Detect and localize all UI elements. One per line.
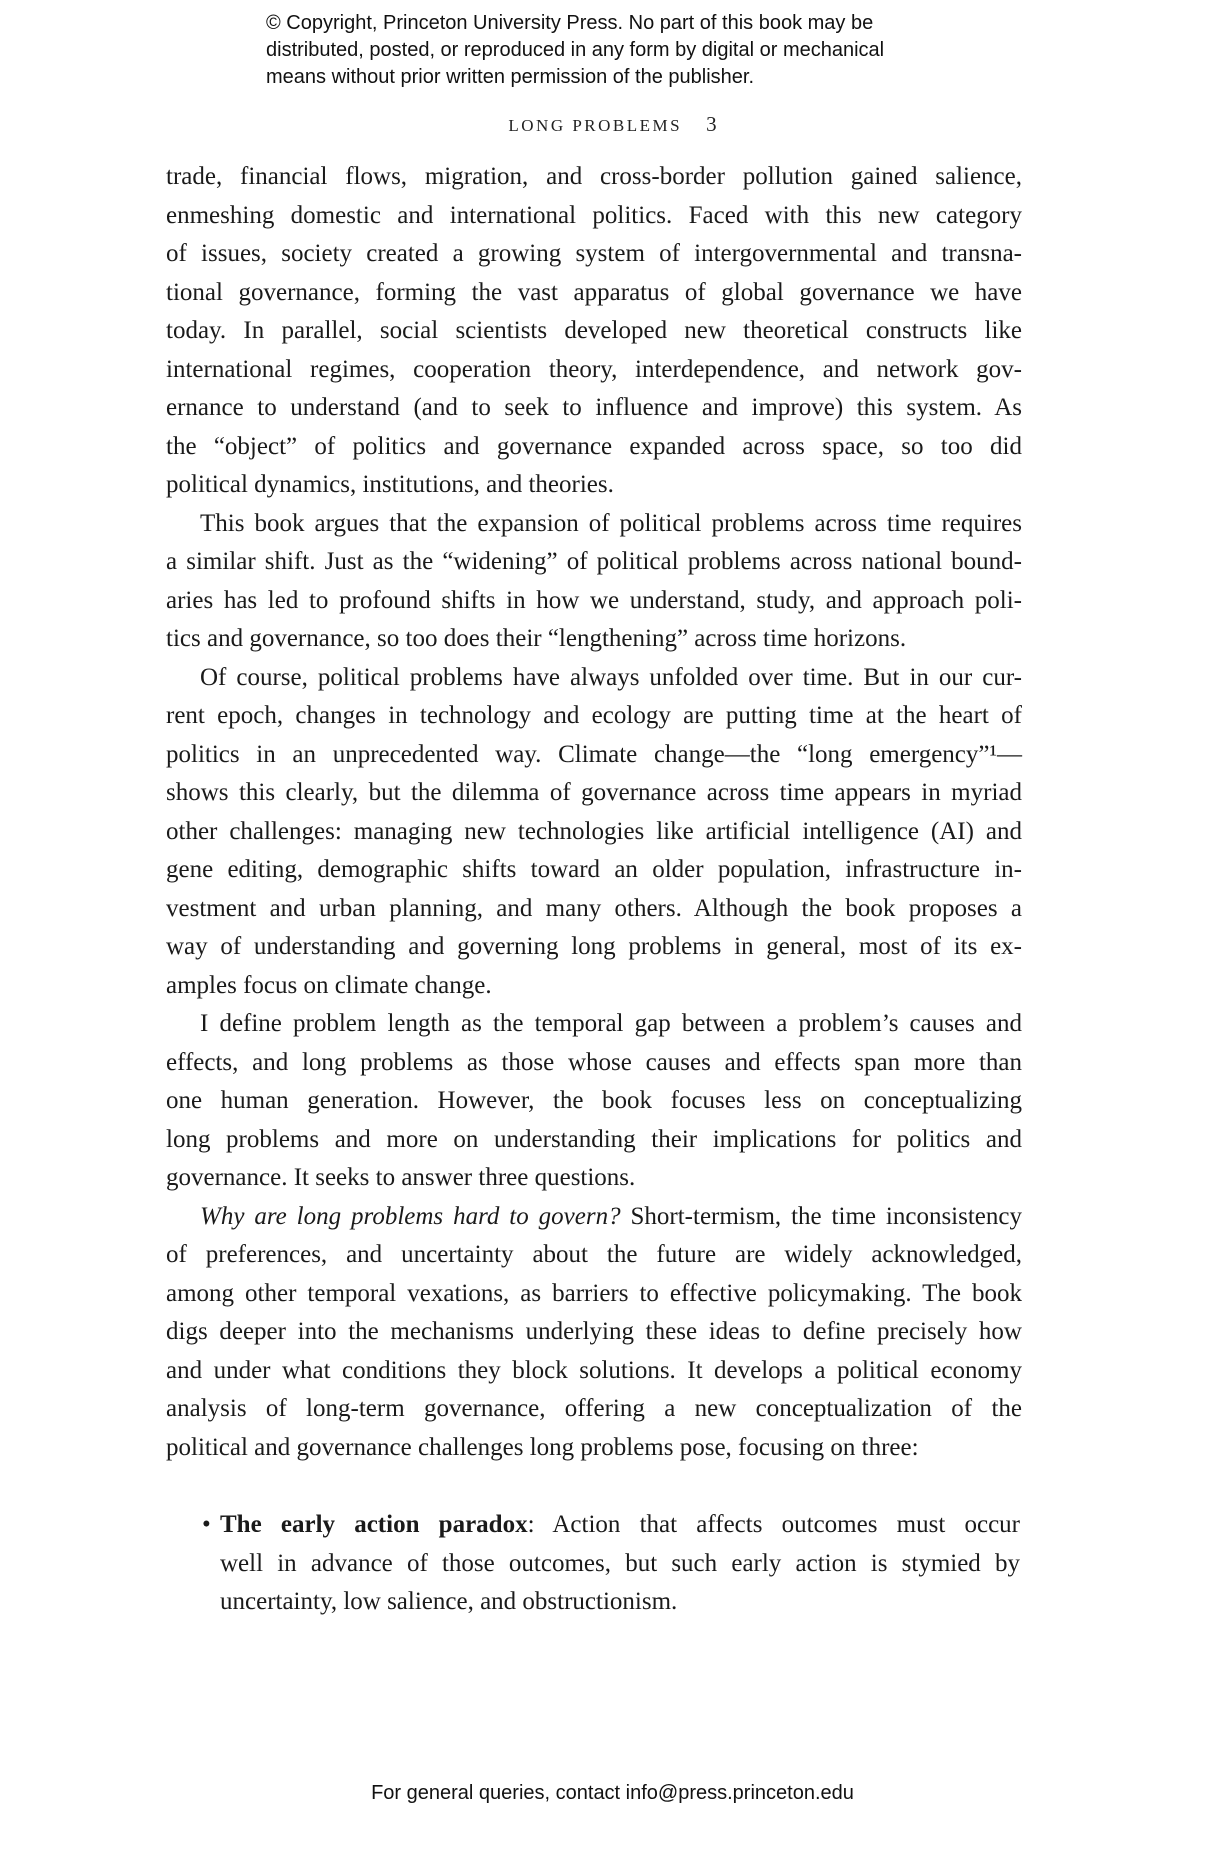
text-line <box>220 1583 1020 1622</box>
line-text: shows this clearly, but the dilemma of governance across time appears in myriad <box>166 779 1022 806</box>
line-text: aries has led to profound shifts in how we understand, study, and approach poli- <box>166 586 1022 614</box>
line-text: long problems and more on understanding their implications for politics and <box>166 1125 1022 1153</box>
line-text: Short-termism, the time inconsistency <box>620 1202 1022 1230</box>
text-line <box>166 235 1022 274</box>
line-text: well in advance of those outcomes, but such early action is stymied by <box>220 1549 1020 1577</box>
text-line <box>166 1121 1022 1160</box>
line-text: among other temporal vexations, as barriers to effective policymaking. The book <box>166 1279 1022 1307</box>
line-text: vestment and urban planning, and many others. Although the book proposes a <box>166 894 1022 922</box>
text-line <box>166 967 1022 1006</box>
text-line <box>166 697 1022 736</box>
copyright-line: means without prior written permission of the publisher. <box>266 66 755 88</box>
line-text: This book argues that the expansion of political problems across time requires <box>200 509 1022 537</box>
bullet-item <box>202 1506 1020 1622</box>
text-line <box>166 1275 1022 1314</box>
body-text <box>166 158 1022 1467</box>
line-text: gene editing, demographic shifts toward an older population, infrastructure in- <box>166 856 1022 883</box>
text-line <box>166 1082 1022 1121</box>
text-line <box>166 1159 1022 1198</box>
text-line <box>166 1352 1022 1391</box>
line-text: politics in an unprecedented way. Climate change—the “long emergency”¹— <box>166 740 1022 768</box>
paragraph <box>166 505 1022 659</box>
line-text: trade, financial flows, migration, and cross-border pollution gained salience, <box>166 163 1022 190</box>
line-text: : Action that affects outcomes must occur <box>527 1511 1020 1538</box>
text-line <box>166 466 1022 505</box>
text-line <box>166 1005 1022 1044</box>
text-line <box>166 351 1022 390</box>
text-line <box>166 813 1022 852</box>
line-text: governance. It seeks to answer three questions. <box>166 1164 636 1191</box>
line-text: today. In parallel, social scientists developed new theoretical constructs like <box>166 317 1022 344</box>
line-text: other challenges: managing new technologies like artificial intelligence (AI) and <box>166 817 1022 845</box>
line-text: a similar shift. Just as the “widening” of political problems across national bound- <box>166 548 1022 575</box>
text-line <box>166 1198 1022 1237</box>
line-text: tional governance, forming the vast apparatus of global governance we have <box>166 278 1022 306</box>
text-line <box>220 1506 1020 1545</box>
paragraph <box>166 1005 1022 1198</box>
line-text: ernance to understand (and to seek to influence and improve) this system. As <box>166 394 1022 421</box>
text-line <box>166 197 1022 236</box>
text-line <box>166 389 1022 428</box>
text-line <box>166 659 1022 698</box>
line-text: the “object” of politics and governance expanded across space, so too did <box>166 432 1022 460</box>
line-text: political dynamics, institutions, and theories. <box>166 471 614 498</box>
copyright-line: distributed, posted, or reproduced in any form by digital or mechanical <box>266 39 885 61</box>
text-line <box>166 158 1022 197</box>
bullet-marker: • <box>202 1511 211 1538</box>
text-line <box>166 428 1022 467</box>
text-line <box>166 736 1022 775</box>
copyright-line: © Copyright, Princeton University Press. No part of this book may be <box>266 12 874 34</box>
line-text: amples focus on climate change. <box>166 971 492 999</box>
text-line <box>166 1390 1022 1429</box>
text-line <box>166 1236 1022 1275</box>
text-line <box>166 1044 1022 1083</box>
line-text: Of course, political problems have always unfolded over time. But in our cur- <box>200 663 1022 691</box>
text-line <box>166 851 1022 890</box>
text-line <box>166 543 1022 582</box>
footer-contact: For general queries, contact info@press.princeton.edu <box>371 1782 854 1804</box>
line-text: effects, and long problems as those whose causes and effects span more than <box>166 1048 1022 1076</box>
line-text: and under what conditions they block solutions. It develops a political economy <box>166 1356 1022 1384</box>
line-text: political and governance challenges long problems pose, focusing on three: <box>166 1433 919 1461</box>
text-line <box>166 1429 1022 1468</box>
text-line <box>166 1313 1022 1352</box>
line-text: enmeshing domestic and international politics. Faced with this new category <box>166 201 1022 229</box>
line-text: uncertainty, low salience, and obstructionism. <box>220 1588 678 1615</box>
copyright-notice <box>266 10 1066 91</box>
page-number: 3 <box>706 112 717 136</box>
question-italic: Why are long problems hard to govern? <box>200 1202 621 1230</box>
paragraph <box>166 659 1022 1006</box>
text-line <box>166 928 1022 967</box>
text-line <box>166 774 1022 813</box>
line-text: one human generation. However, the book focuses less on conceptualizing <box>166 1087 1022 1114</box>
paragraph <box>166 1198 1022 1468</box>
text-line <box>166 274 1022 313</box>
line-text: analysis of long-term governance, offering a new conceptualization of the <box>166 1395 1022 1422</box>
line-text: way of understanding and governing long problems in general, most of its ex- <box>166 933 1022 960</box>
line-text: of issues, society created a growing system of intergovernmental and transna- <box>166 240 1022 267</box>
line-text: I define problem length as the temporal gap between a problem’s causes and <box>200 1010 1022 1037</box>
text-line <box>166 890 1022 929</box>
text-line <box>166 582 1022 621</box>
line-text: tics and governance, so too does their “lengthening” across time horizons. <box>166 625 907 652</box>
line-text: digs deeper into the mechanisms underlying these ideas to define precisely how <box>166 1318 1022 1345</box>
paragraph <box>166 158 1022 505</box>
running-head <box>0 112 1225 137</box>
running-head-title: LONG PROBLEMS <box>508 116 683 135</box>
text-line <box>166 505 1022 544</box>
text-line <box>220 1545 1020 1584</box>
text-line <box>166 620 1022 659</box>
line-text: rent epoch, changes in technology and ecology are putting time at the heart of <box>166 702 1022 729</box>
line-text: of preferences, and uncertainty about the future are widely acknowledged, <box>166 1241 1022 1268</box>
line-text: international regimes, cooperation theory, interdependence, and network gov- <box>166 355 1022 383</box>
bullet-term: The early action paradox <box>220 1511 528 1538</box>
text-line <box>166 312 1022 351</box>
